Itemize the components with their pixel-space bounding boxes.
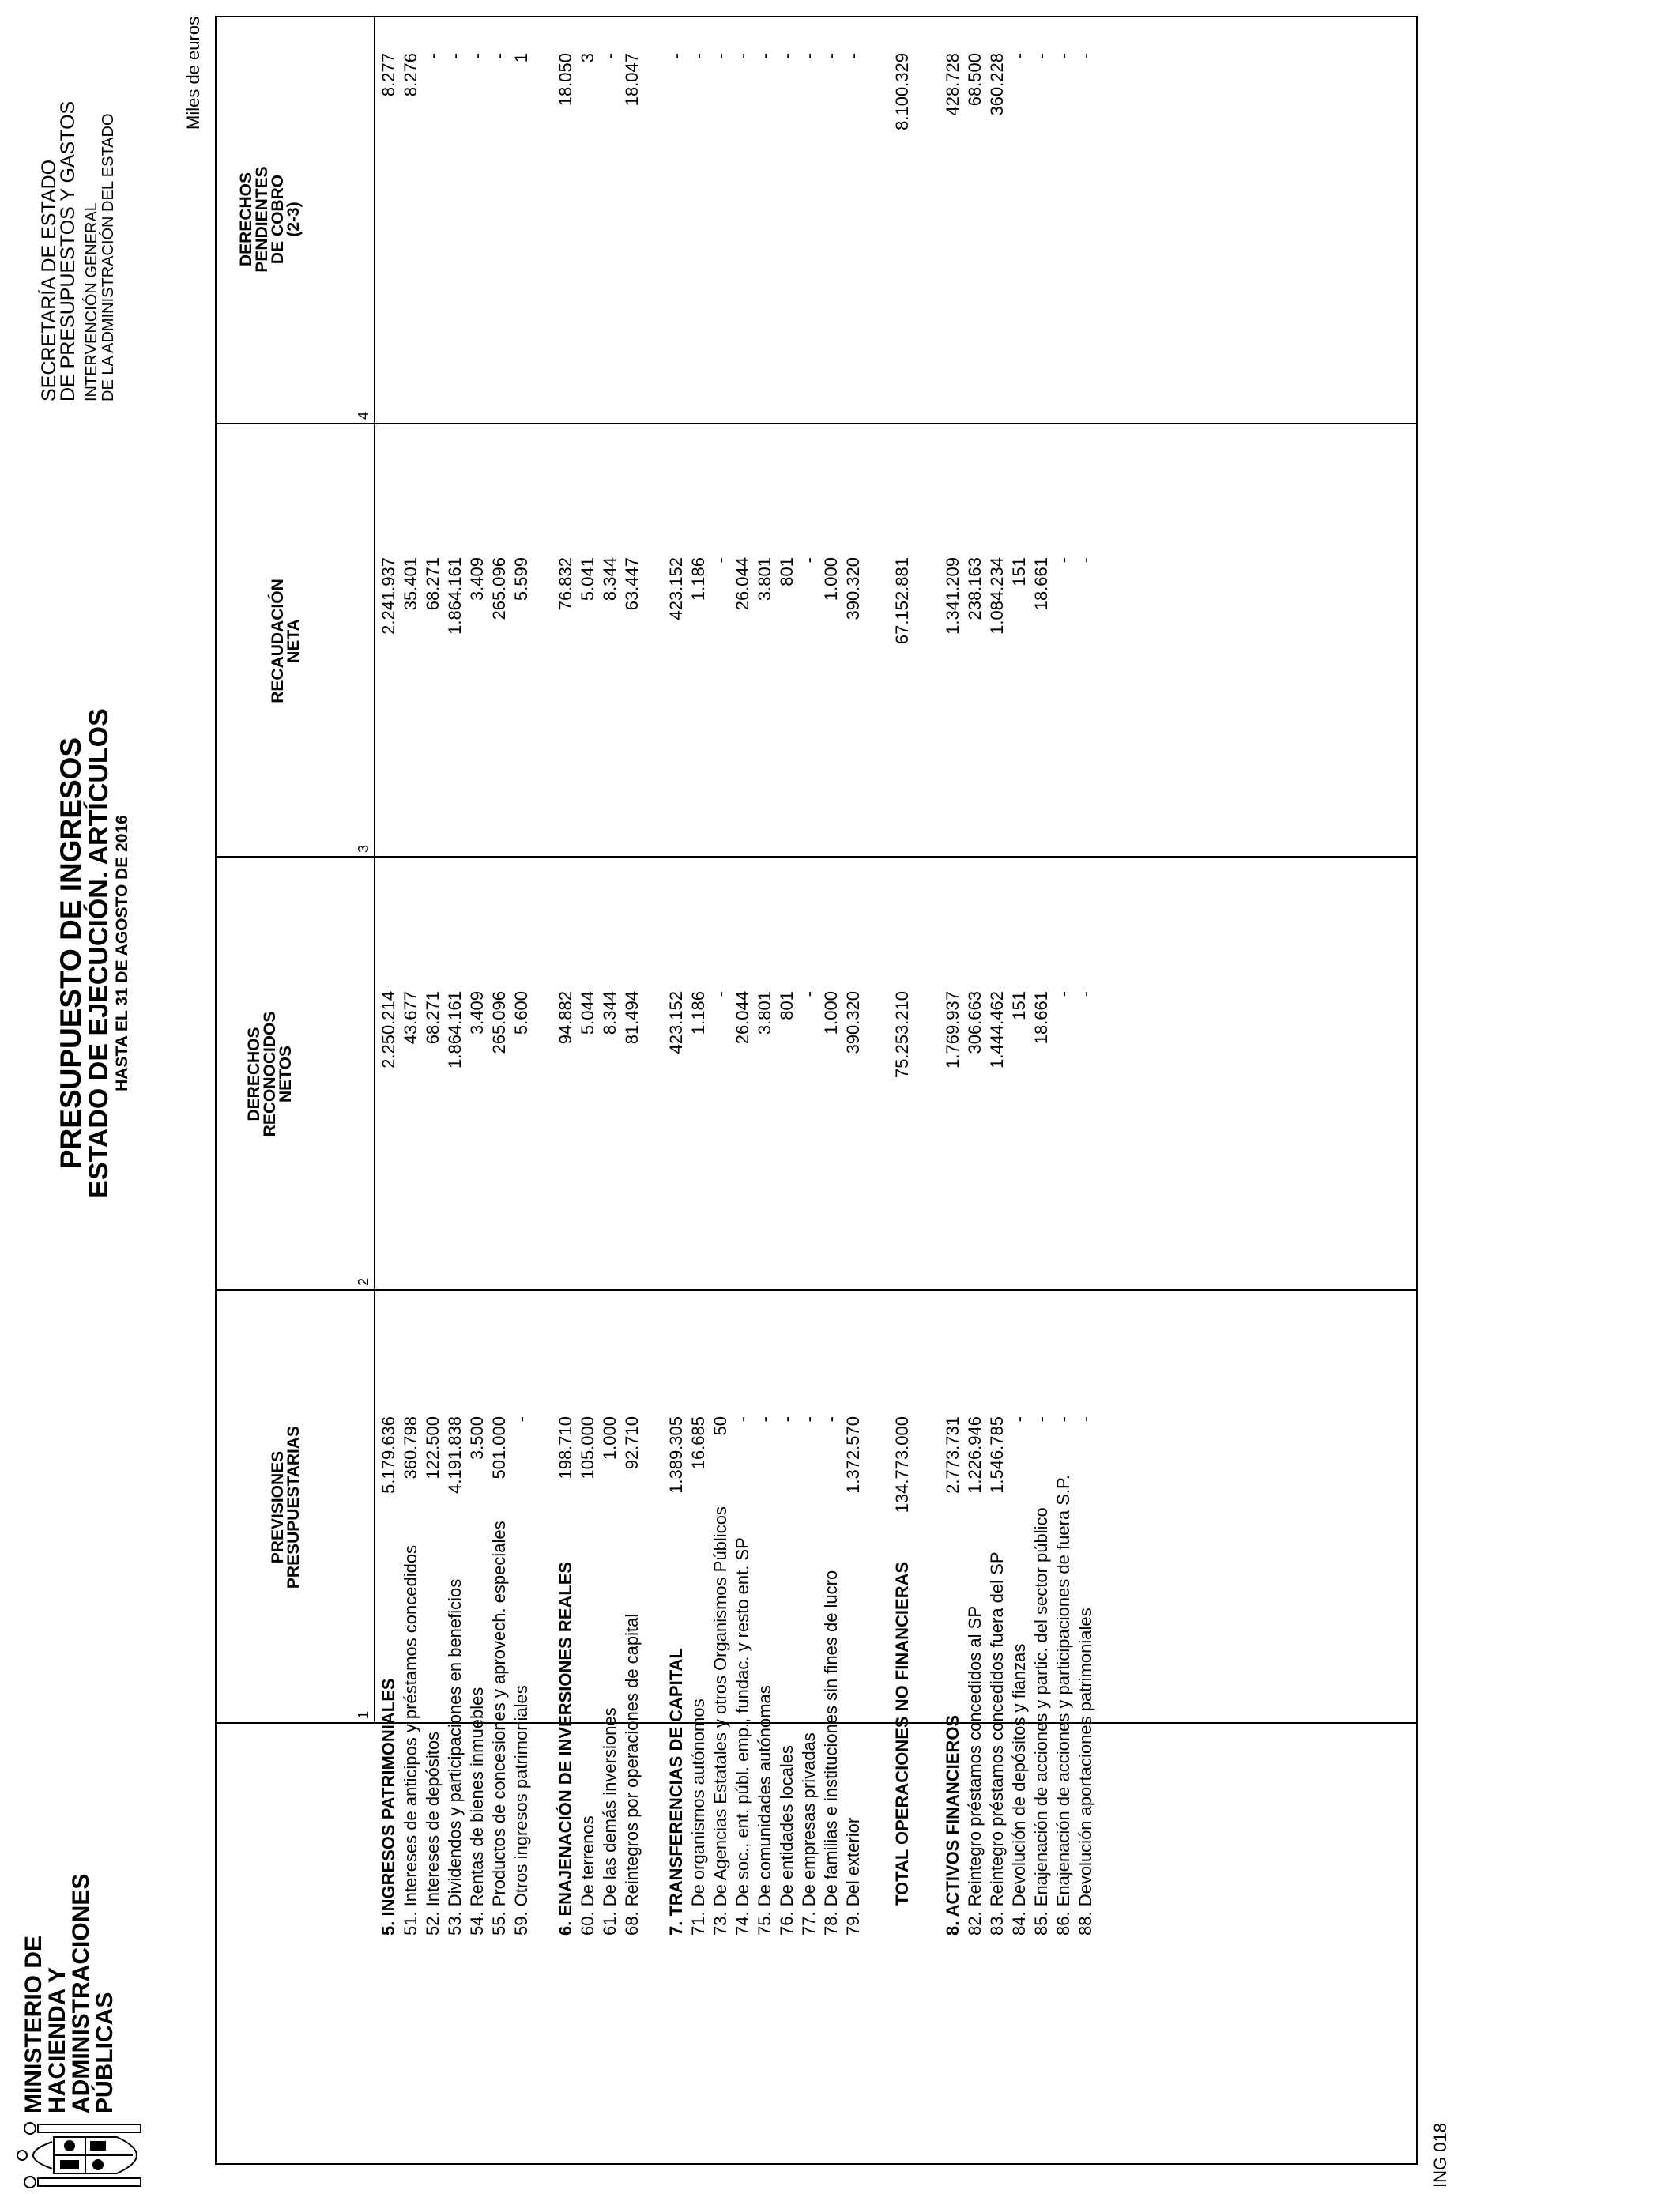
form-code: ING 018 [1430,2123,1450,2188]
cell-value: - [1009,1416,1029,1423]
cell-value: 3 [578,53,597,63]
column-number: 4 [356,411,371,420]
column-header-derechos-reconocidos [239,858,294,1291]
table-row [468,16,487,2165]
table-row [800,16,819,2165]
row-label: 86. Enajenación de acciones y participaciones de fuera S.P. [1053,1475,1073,1936]
column-header-line: NETOS [277,1046,295,1103]
table-row [446,16,465,2165]
column-header-line: RECAUDACIÓN [269,579,287,703]
column-number: 2 [356,1277,371,1286]
cell-value: 5.044 [578,991,597,1035]
row-label: 51. Intereses de anticipos y préstamos concedidos [401,1544,420,1936]
cell-value: 306.663 [965,991,985,1054]
cell-value: - [1053,1416,1073,1423]
cell-value: 18.661 [1031,991,1051,1045]
table-row [601,16,620,2165]
table-row [844,16,863,2165]
cell-value: 3.500 [467,1416,487,1461]
column-header-line: DERECHOS [245,1027,263,1122]
row-label: 84. Devolución de depósitos y fianzas [1009,1643,1029,1936]
column-number: 3 [356,844,371,853]
table-row [988,16,1007,2165]
cell-value: - [1075,991,1095,997]
table-row [778,16,797,2165]
cell-value: 8.276 [401,53,420,97]
cell-value: 801 [777,991,797,1020]
row-label: 8. ACTIVOS FINANCIEROS [943,1714,962,1936]
cell-value: 423.152 [666,991,686,1054]
row-label: 6. ENAJENACIÓN DE INVERSIONES REALES [556,1561,575,1936]
cell-value: - [688,53,708,59]
row-label: 71. De organismos autónomos [688,1698,708,1936]
cell-value: - [1053,991,1073,997]
row-label: 52. Intereses de depósitos [423,1731,443,1936]
cell-value: 1.186 [688,557,708,601]
cell-value: - [445,53,465,59]
units-label: Miles de euros [183,16,203,130]
cell-value: 1.389.305 [666,1416,686,1494]
cell-value: - [733,53,752,59]
row-label: 60. De terrenos [578,1815,597,1936]
column-number: 1 [356,1710,371,1719]
cell-value: - [777,1416,797,1423]
cell-value: 68.271 [423,557,443,611]
table-row [1054,16,1073,2165]
cell-value: 390.320 [843,991,863,1054]
table-row [822,16,841,2165]
row-label: 79. Del exterior [843,1817,863,1936]
cell-value: - [1075,557,1095,564]
ministry-line: MINISTERIO DE [21,1935,47,2113]
table-row [512,16,531,2165]
table-row [1076,16,1095,2165]
cell-value: 18.661 [1031,557,1051,611]
section-row [556,16,575,2165]
cell-value: - [666,53,686,59]
ministry-line: HACIENDA Y [44,1966,70,2113]
cell-value: 67.152.881 [892,557,912,645]
cell-value: 68.271 [423,991,443,1045]
table-row [689,16,708,2165]
cell-value: 1.769.937 [943,991,962,1069]
cell-value: 5.599 [511,557,531,601]
ministry-line: PÚBLICAS [92,1992,118,2113]
cell-value: 1 [511,53,531,63]
cell-value: 3.801 [755,991,774,1035]
cell-value: 75.253.210 [892,991,912,1079]
column-header-recaudacion [239,424,302,858]
intervencion-line: INTERVENCIÓN GENERAL [83,202,100,401]
column-header-line: PREVISIONES [269,1450,287,1564]
cell-value: 1.546.785 [987,1416,1007,1494]
cell-value: 238.163 [965,557,985,620]
cell-value: - [799,991,819,997]
cell-value: - [511,1416,531,1423]
cell-value: 1.864.161 [445,557,465,635]
cell-value: 3.409 [467,991,487,1035]
section-row [667,16,686,2165]
cell-value: 105.000 [578,1416,597,1480]
row-label: 55. Productos de concesiones y aprovech. especiales [489,1521,509,1936]
report-title [57,558,133,1348]
cell-value: 1.000 [600,1416,620,1461]
cell-value: 26.044 [733,991,752,1045]
row-label: 77. De empresas privadas [799,1732,819,1936]
table-row [424,16,443,2165]
row-label: 83. Reintegro préstamos concedidos fuera del SP [987,1551,1007,1936]
column-header-line: (2-3) [284,202,303,237]
cell-value: 151 [1009,991,1029,1020]
table-row [1010,16,1029,2165]
title-line-3: HASTA EL 31 DE AGOSTO DE 2016 [113,815,131,1091]
cell-value: 265.096 [489,991,509,1054]
cell-value: 3.409 [467,557,487,601]
cell-value: 8.344 [600,991,620,1035]
cell-value: 50 [710,1416,730,1436]
secretaria-line: DE PRESUPUESTOS Y GASTOS [57,100,79,401]
row-label: 68. Reintegros por operaciones de capital [622,1613,642,1936]
cell-value: 1.000 [821,557,841,601]
cell-value: 92.710 [622,1416,642,1470]
cell-value: - [1031,1416,1051,1423]
cell-value: - [1075,1416,1095,1423]
cell-value: 81.494 [622,991,642,1045]
column-header-line: DERECHOS [237,172,255,267]
cell-value: 43.677 [401,991,420,1045]
cell-value: 2.773.731 [943,1416,962,1494]
cell-value: 18.047 [622,53,642,107]
cell-value: - [1009,53,1029,59]
table-row [966,16,985,2165]
section-row [944,16,962,2165]
row-label: 85. Enajenación de acciones y partic. del sector público [1031,1507,1051,1936]
cell-value: 501.000 [489,1416,509,1480]
title-line-2: ESTADO DE EJECUCIÓN. ARTÍCULOS [84,708,114,1198]
cell-value: - [1031,53,1051,59]
table-row [755,16,774,2165]
row-label: 61. De las demás inversiones [600,1707,620,1936]
table-row [401,16,420,2165]
column-header-line: PRESUPUESTARIAS [284,1425,303,1589]
cell-value: 1.444.462 [987,991,1007,1069]
cell-value: - [799,1416,819,1423]
cell-value: 151 [1009,557,1029,586]
cell-value: 3.801 [755,557,774,601]
cell-value: 1.341.209 [943,557,962,635]
cell-value: - [821,1416,841,1423]
table-row [711,16,730,2165]
cell-value: 423.152 [666,557,686,620]
cell-value: 1.864.161 [445,991,465,1069]
cell-value: 265.096 [489,557,509,620]
cell-value: 1.226.946 [965,1416,985,1494]
table-row [733,16,752,2165]
total-row [893,16,912,2165]
secretaria-line: SECRETARÍA DE ESTADO [38,159,60,401]
cell-value: 801 [777,557,797,586]
cell-value: 134.773.000 [892,1416,912,1514]
row-label: 88. Devolución aportaciones patrimoniales [1075,1608,1095,1936]
cell-value: - [600,53,620,59]
cell-value: 2.241.937 [379,557,398,635]
cell-value: 2.250.214 [379,991,398,1069]
cell-value: 428.728 [943,53,962,116]
row-label: 7. TRANSFERENCIAS DE CAPITAL [666,1648,686,1936]
cell-value: 76.832 [556,557,575,611]
cell-value: - [710,557,730,564]
cell-value: 26.044 [733,557,752,611]
column-header-previsiones [239,1291,302,1724]
ministry-line: ADMINISTRACIONES [68,1873,94,2113]
table-row [578,16,597,2165]
coat-of-arms-icon [6,2121,161,2189]
cell-value: - [777,53,797,59]
cell-value: 360.228 [987,53,1007,116]
cell-value: 390.320 [843,557,863,620]
row-label: 78. De familias e instituciones sin fines de lucro [821,1570,841,1936]
row-label: 53. Dividendos y participaciones en beneficios [445,1578,465,1936]
cell-value: 63.447 [622,557,642,611]
cell-value: 8.277 [379,53,398,97]
column-header-line: NETA [284,619,303,663]
cell-value: 8.100.329 [892,53,912,130]
cell-value: 1.372.570 [843,1416,863,1494]
cell-value: 5.179.636 [379,1416,398,1494]
cell-value: - [799,53,819,59]
row-label: 73. De Agencias Estatales y otros Organismos Públicos [710,1506,730,1936]
cell-value: - [799,557,819,564]
table-row [490,16,509,2165]
cell-value: 360.798 [401,1416,420,1480]
column-header-pendientes [239,14,302,424]
cell-value: - [733,1416,752,1423]
title-line-1: PRESUPUESTO DE INGRESOS [55,737,87,1170]
cell-value: - [821,53,841,59]
cell-value: - [710,991,730,997]
column-header-line: RECONOCIDOS [261,1011,279,1137]
secretaria-block [40,101,117,401]
cell-value: - [710,53,730,59]
cell-value: 122.500 [423,1416,443,1480]
intervencion-line: DE LA ADMINISTRACIÓN DEL ESTADO [100,113,117,401]
cell-value: 5.041 [578,557,597,601]
cell-value: 18.050 [556,53,575,107]
table-row [623,16,642,2165]
table-row [1032,16,1051,2165]
cell-value: 94.882 [556,991,575,1045]
cell-value: 198.710 [556,1416,575,1480]
section-row [379,16,398,2165]
row-label: 5. INGRESOS PATRIMONIALES [379,1678,398,1936]
row-label: 76. De entidades locales [777,1745,797,1936]
row-label: 59. Otros ingresos patrimoniales [511,1685,531,1936]
cell-value: - [467,53,487,59]
column-header-line: DE COBRO [269,174,287,265]
cell-value: - [1053,557,1073,564]
cell-value: 1.186 [688,991,708,1035]
cell-value: 16.685 [688,1416,708,1470]
cell-value: - [755,53,774,59]
cell-value: - [1075,53,1095,59]
cell-value: 4.191.838 [445,1416,465,1494]
cell-value: - [423,53,443,59]
row-label: 74. De soc., ent. públ. emp., fundac. y resto ent. SP [733,1537,752,1936]
row-label: TOTAL OPERACIONES NO FINANCIERAS [892,1561,912,1906]
cell-value: - [843,53,863,59]
cell-value: - [1053,53,1073,59]
row-label: 75. De comunidades autónomas [755,1685,774,1936]
ministry-name [22,1874,117,2113]
column-header-line: PENDIENTES [253,166,271,273]
header-divider [374,17,375,1724]
row-label: 82. Reintegro préstamos concedidos al SP [965,1605,985,1936]
cell-value: 1.000 [821,991,841,1035]
cell-value: 5.600 [511,991,531,1035]
cell-value: - [755,1416,774,1423]
cell-value: 68.500 [965,53,985,107]
cell-value: 1.084.234 [987,557,1007,635]
cell-value: 35.401 [401,557,420,611]
cell-value: 8.344 [600,557,620,601]
row-label: 54. Rentas de bienes inmuebles [467,1687,487,1936]
cell-value: - [489,53,509,59]
